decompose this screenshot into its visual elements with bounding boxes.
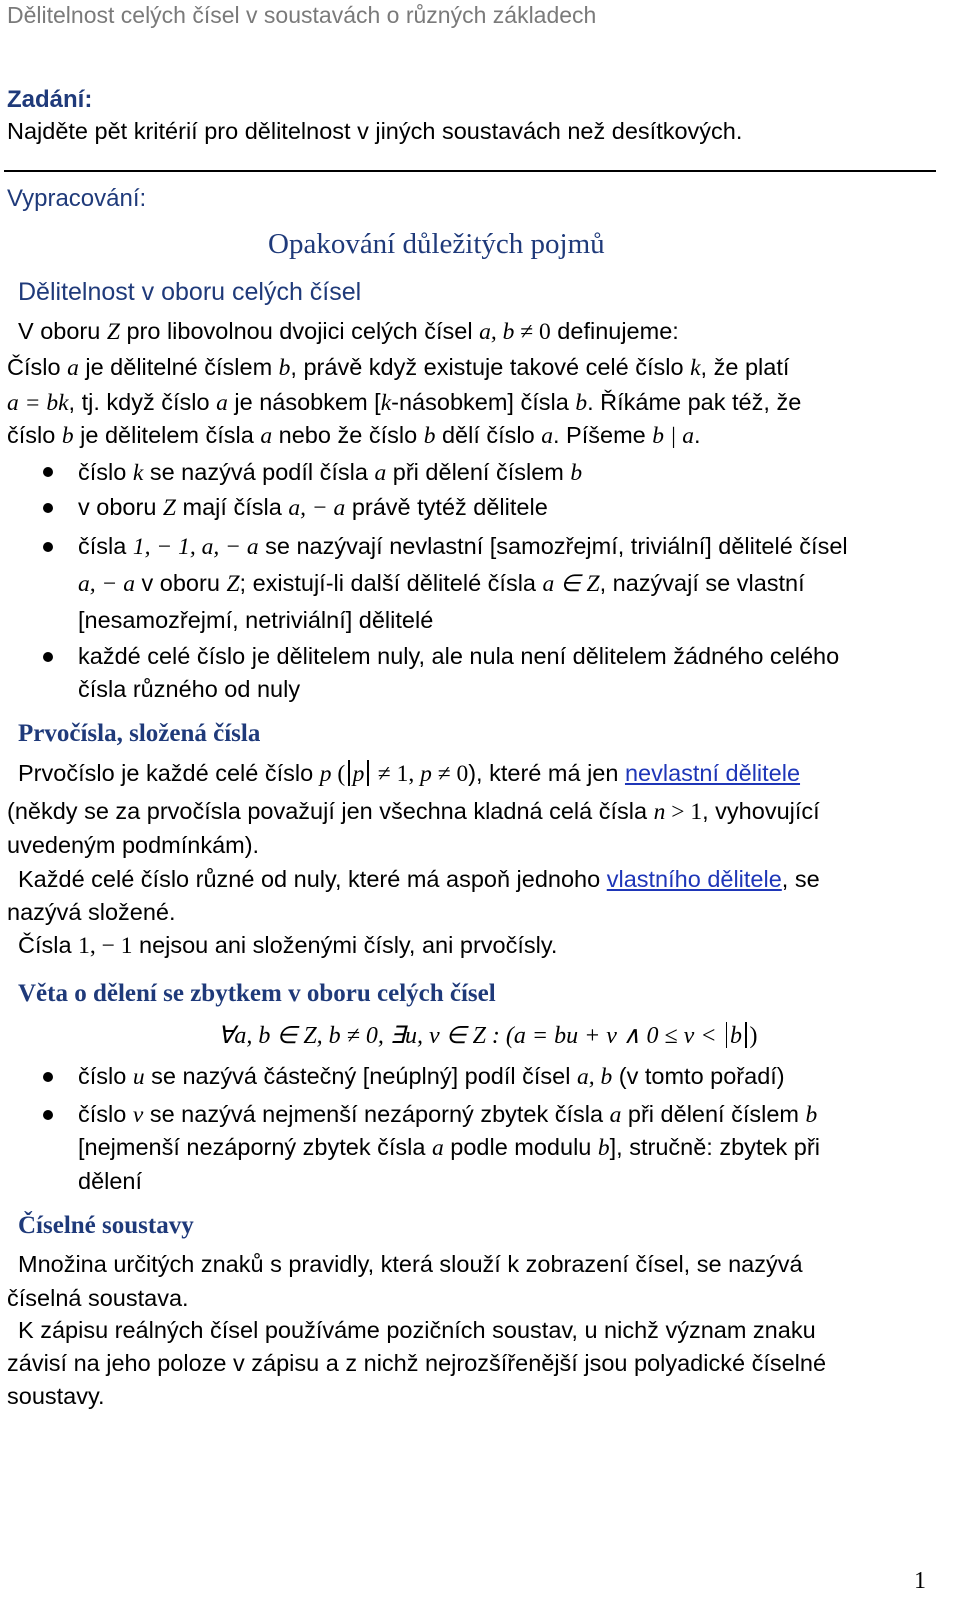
task-heading: Zadání: <box>7 86 93 113</box>
review-heading: Opakování důležitých pojmů <box>268 228 605 260</box>
primes-line-4: Každé celé číslo různé od nuly, které má aspoň jednoho vlastního dělitele, se <box>18 866 820 892</box>
divisibility-line-1: V oboru Z pro libovolnou dvojici celých čísel a, b ≠ 0 definujeme: <box>18 318 679 345</box>
primes-line-2: (někdy se za prvočísla považují jen všechna kladná celá čísla n > 1, vyhovující <box>7 798 820 825</box>
divisibility-bullet-4-line-2: čísla různého od nuly <box>78 676 301 702</box>
divisibility-line-2: Číslo a je dělitelné číslem b, právě když existuje takové celé číslo k, že platí <box>7 354 790 381</box>
bullet <box>43 652 53 662</box>
division-bullet-2-line-2: [nejmenší nezáporný zbytek čísla a podle modulu b], stručně: zbytek při <box>78 1134 820 1161</box>
division-formula: ∀a, b ∈ Z, b ≠ 0, ∃u, v ∈ Z : (a = bu + v ∧ 0 ≤ v < b ) <box>218 1023 758 1049</box>
primes-line-1: Prvočíslo je každé celé číslo p ( p ≠ 1, p ≠ 0), které má jen nevlastní dělitele <box>18 760 801 787</box>
divisibility-bullet-2: v oboru Z mají čísla a, − a právě tytéž dělitele <box>78 494 548 521</box>
bullet <box>43 1072 53 1082</box>
primes-line-3: uvedeným podmínkám). <box>7 832 260 858</box>
bullet <box>43 542 53 552</box>
bullet <box>43 503 53 513</box>
divisibility-bullet-4: každé celé číslo je dělitelem nuly, ale nula není dělitelem žádného celého <box>78 643 840 669</box>
systems-heading: Číselné soustavy <box>18 1212 194 1239</box>
systems-line-3: K zápisu reálných čísel používáme pozičních soustav, u nichž význam znaku <box>18 1317 816 1343</box>
division-bullet-2: číslo v se nazývá nejmenší nezáporný zbytek čísla a při dělení číslem b <box>78 1101 818 1128</box>
systems-line-2: číselná soustava. <box>7 1285 189 1311</box>
primes-line-5: nazývá složené. <box>7 899 176 925</box>
divisibility-bullet-3-line-2: a, − a v oboru Z; existují-li další dělitelé čísla a ∈ Z, nazývají se vlastní <box>78 570 805 597</box>
divisibility-heading: Dělitelnost v oboru celých čísel <box>18 278 362 306</box>
divisibility-line-3: a = bk, tj. když číslo a je násobkem [k-násobkem] čísla b. Říkáme pak též, že <box>7 389 802 416</box>
systems-line-1: Množina určitých znaků s pravidly, která slouží k zobrazení čísel, se nazývá <box>18 1251 803 1277</box>
horizontal-rule <box>4 170 936 172</box>
divisibility-bullet-1: číslo k se nazývá podíl čísla a při dělení číslem b <box>78 459 583 486</box>
bullet <box>43 1110 53 1120</box>
document-title: Dělitelnost celých čísel v soustavách o různých základech <box>7 2 597 28</box>
link-nevlastni-delitele[interactable]: nevlastní dělitele <box>624 760 801 786</box>
solution-heading: Vypracování: <box>7 185 147 212</box>
divisibility-line-4: číslo b je dělitelem čísla a nebo že číslo b dělí číslo a. Píšeme b | a. <box>7 422 701 449</box>
bullet <box>43 467 53 477</box>
page-number: 1 <box>914 1568 926 1594</box>
divisibility-bullet-3-line-3: [nesamozřejmí, netriviální] dělitelé <box>78 607 434 633</box>
link-vlastniho-delitele[interactable]: vlastního dělitele <box>606 866 782 892</box>
systems-line-4: závisí na jeho poloze v zápisu a z nichž nejrozšířenější jsou polyadické číselné <box>7 1350 827 1376</box>
task-text: Najděte pět kritérií pro dělitelnost v jiných soustavách než desítkových. <box>7 118 743 144</box>
primes-heading: Prvočísla, složená čísla <box>18 720 261 747</box>
division-bullet-1: číslo u se nazývá částečný [neúplný] podíl čísel a, b (v tomto pořadí) <box>78 1063 785 1090</box>
divisibility-bullet-3: čísla 1, − 1, a, − a se nazývají nevlastní [samozřejmí, triviální] dělitelé čísel <box>78 533 848 560</box>
division-bullet-2-line-3: dělení <box>78 1168 143 1194</box>
systems-line-5: soustavy. <box>7 1383 105 1409</box>
division-heading: Věta o dělení se zbytkem v oboru celých čísel <box>18 980 496 1007</box>
primes-line-6: Čísla 1, − 1 nejsou ani složenými čísly, ani prvočísly. <box>18 932 558 959</box>
